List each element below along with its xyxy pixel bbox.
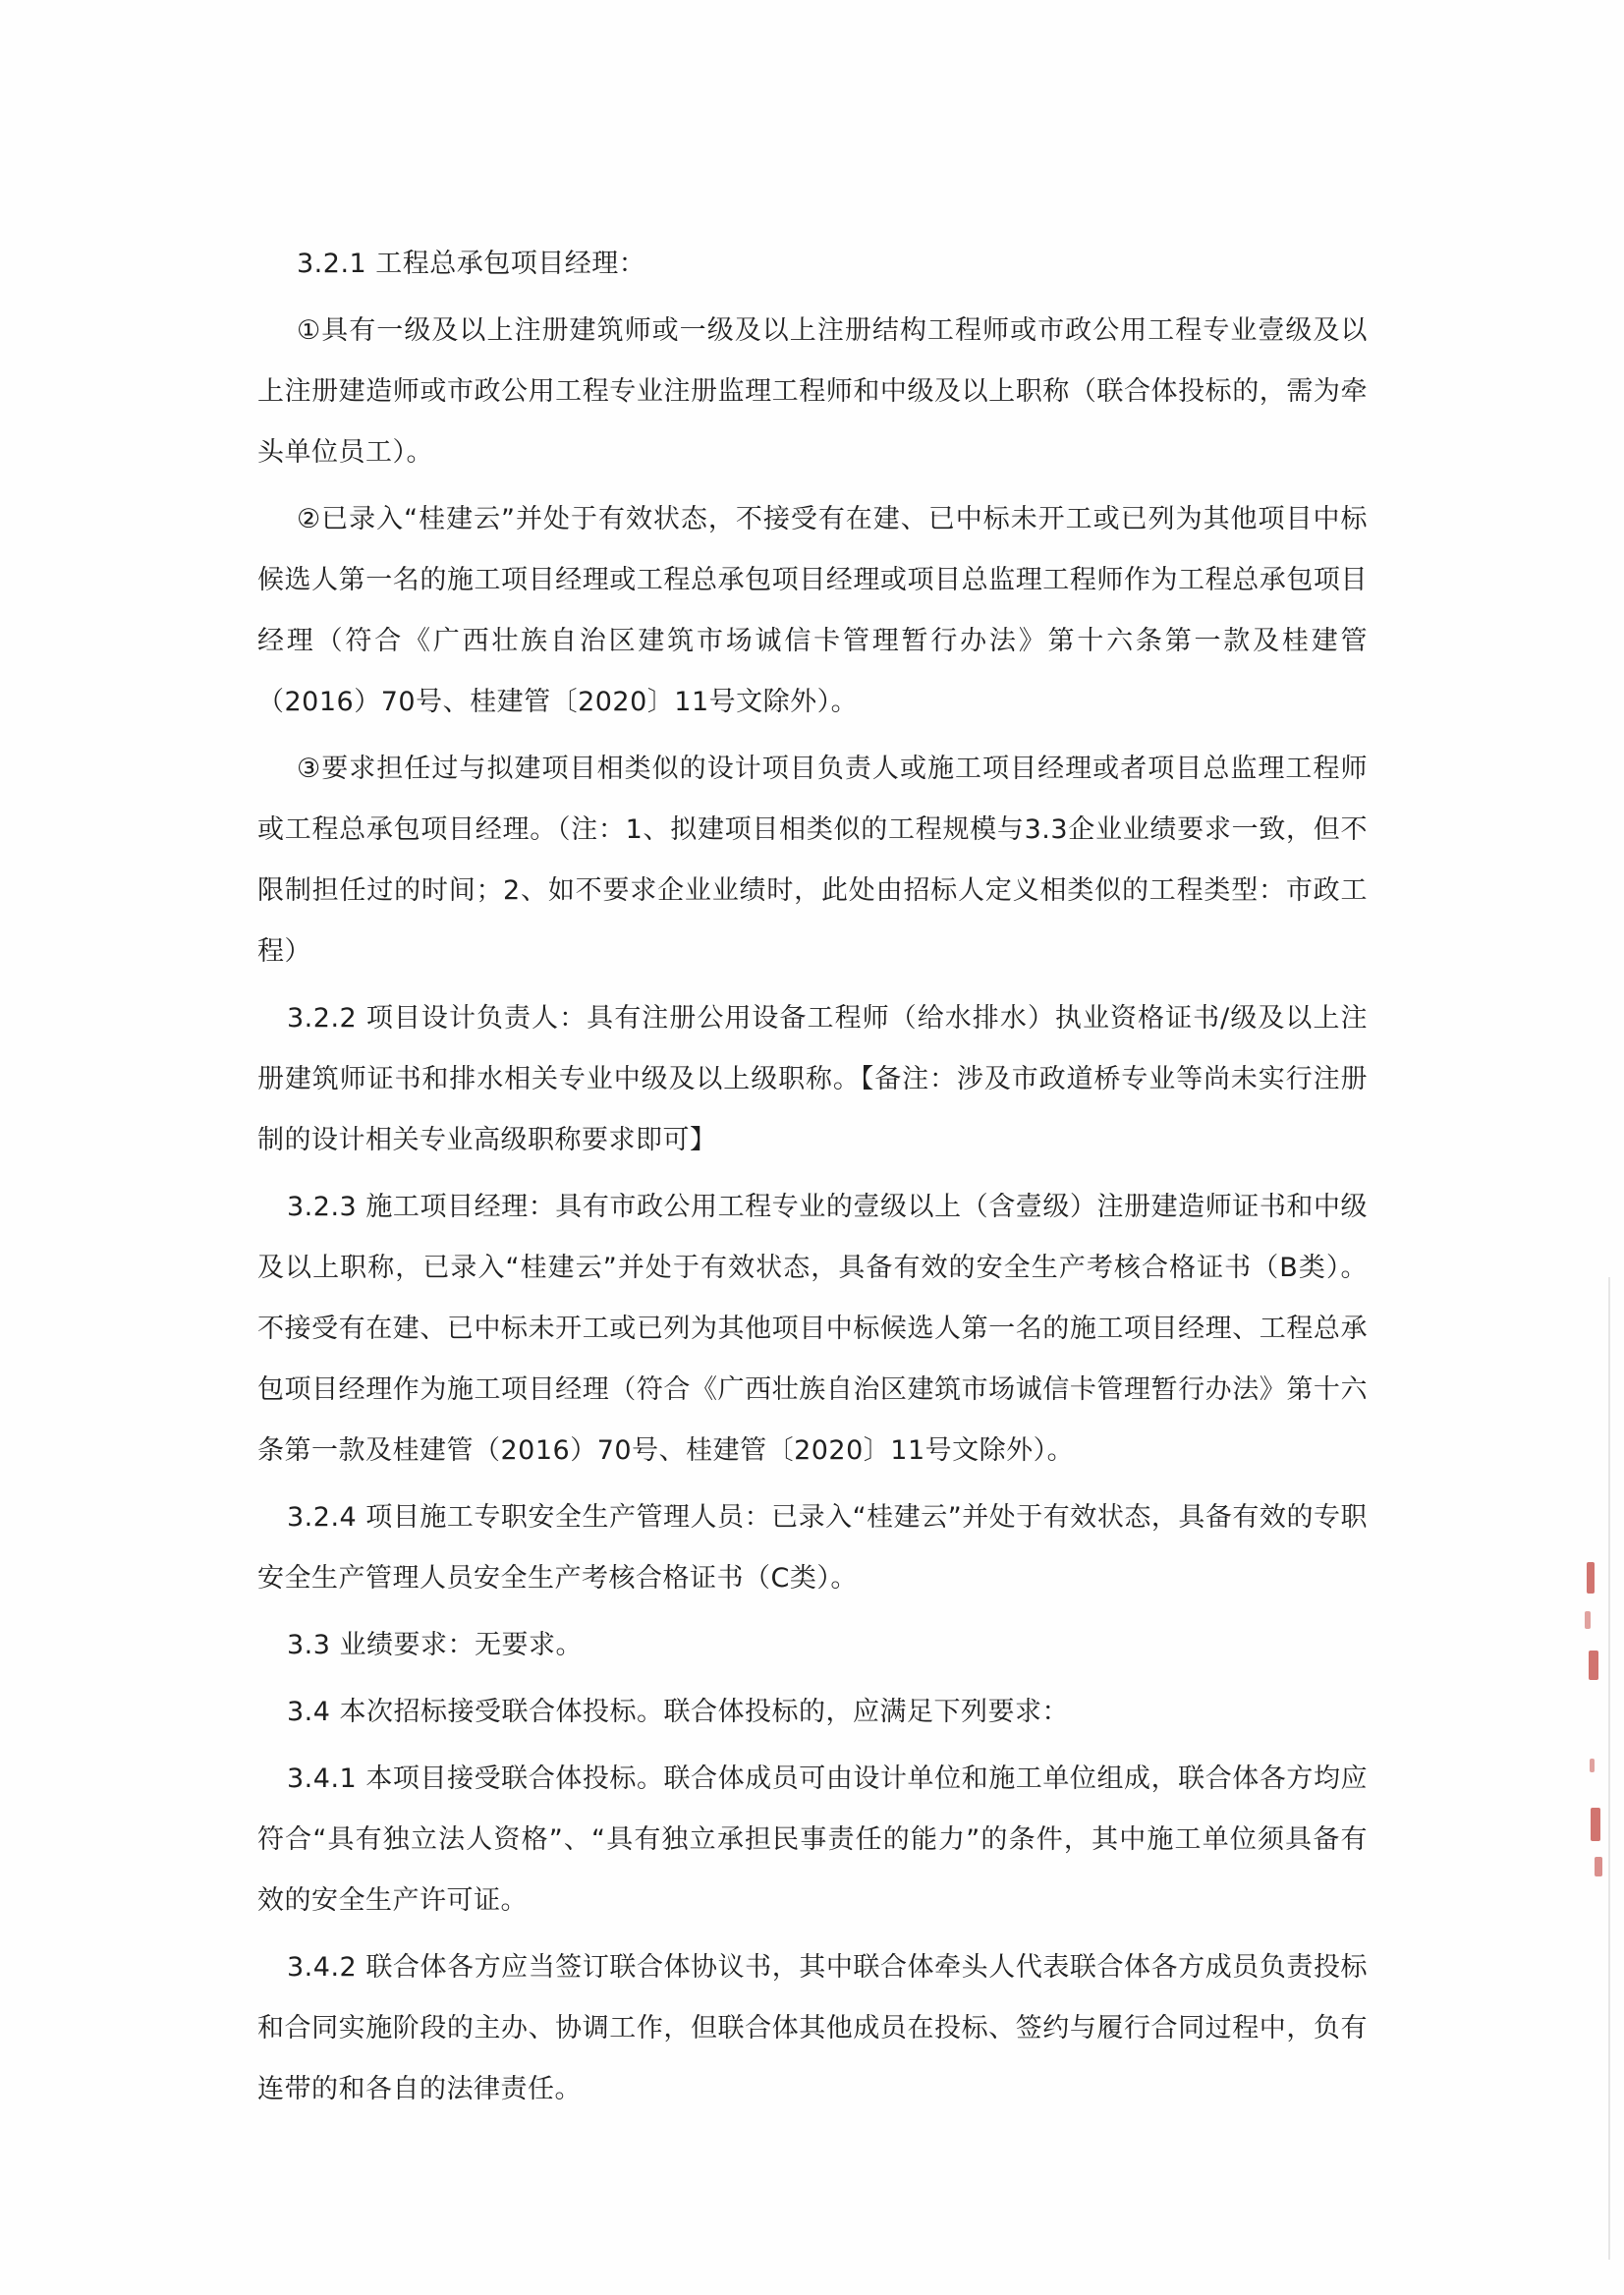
section-3-4-1: 3.4.1 本项目接受联合体投标。联合体成员可由设计单位和施工单位组成，联合体各方均应符合“具有独立法人资格”、“具有独立承担民事责任的能力”的条件，其中施工单位须具备有效的安全生产许可证。 (257, 1763, 1368, 1916)
seal-fragment-mark (1587, 1562, 1595, 1594)
section-3-4: 3.4 本次招标接受联合体投标。联合体投标的，应满足下列要求： (287, 1697, 1070, 1727)
section-3-2-1-item-2: ②已录入“桂建云”并处于有效状态，不接受有在建、已中标未开工或已列为其他项目中标候选人第一名的施工项目经理或工程总承包项目经理或项目总监理工程师作为工程总承包项目经理（符合《广西壮族自治区建筑市场诚信卡管理暂行办法》第十六条第一款及桂建管（2016）70号、桂建管〔2020〕11号文除外）。 (257, 504, 1368, 717)
seal-fragment-mark (1590, 1759, 1595, 1772)
section-3-2-3: 3.2.3 施工项目经理：具有市政公用工程专业的壹级以上（含壹级）注册建造师证书和中级及以上职称，已录入“桂建云”并处于有效状态，具备有效的安全生产考核合格证书（B类）。不接受有在建、已中标未开工或已列为其他项目中标候选人第一名的施工项目经理、工程总承包项目经理作为施工项目经理（符合《广西壮族自治区建筑市场诚信卡管理暂行办法》第十六条第一款及桂建管（2016）70号、桂建管〔2020〕11号文除外）。 (257, 1192, 1368, 1466)
seal-fragment-mark (1591, 1808, 1600, 1841)
section-3-2-1-heading: 3.2.1 工程总承包项目经理： (297, 249, 646, 279)
section-3-3: 3.3 业绩要求：无要求。 (287, 1630, 584, 1660)
section-3-2-2: 3.2.2 项目设计负责人：具有注册公用设备工程师（给水排水）执业资格证书/级及以上注册建筑师证书和排水相关专业中级及以上级职称。【备注：涉及市政道桥专业等尚未实行注册制的设计相关专业高级职称要求即可】 (257, 1003, 1368, 1155)
section-3-2-1-item-1: ①具有一级及以上注册建筑师或一级及以上注册结构工程师或市政公用工程专业壹级及以上注册建造师或市政公用工程专业注册监理工程师和中级及以上职称（联合体投标的，需为牵头单位员工）。 (257, 315, 1368, 468)
section-3-2-4: 3.2.4 项目施工专职安全生产管理人员：已录入“桂建云”并处于有效状态，具备有效的专职安全生产管理人员安全生产考核合格证书（C类）。 (257, 1502, 1368, 1594)
document-body (257, 234, 1368, 2126)
seal-fragment-mark (1589, 1651, 1598, 1680)
scan-edge-line (1608, 1277, 1610, 2260)
seal-fragment-mark (1585, 1611, 1591, 1629)
section-3-4-2: 3.4.2 联合体各方应当签订联合体协议书，其中联合体牵头人代表联合体各方成员负责投标和合同实施阶段的主办、协调工作，但联合体其他成员在投标、签约与履行合同过程中，负有连带的和各自的法律责任。 (257, 1952, 1368, 2104)
section-3-2-1-item-3: ③要求担任过与拟建项目相类似的设计项目负责人或施工项目经理或者项目总监理工程师或工程总承包项目经理。（注：1、拟建项目相类似的工程规模与3.3企业业绩要求一致，但不限制担任过的时间；2、如不要求企业业绩时，此处由招标人定义相类似的工程类型：市政工程） (257, 754, 1368, 967)
seal-fragment-mark (1595, 1857, 1602, 1876)
